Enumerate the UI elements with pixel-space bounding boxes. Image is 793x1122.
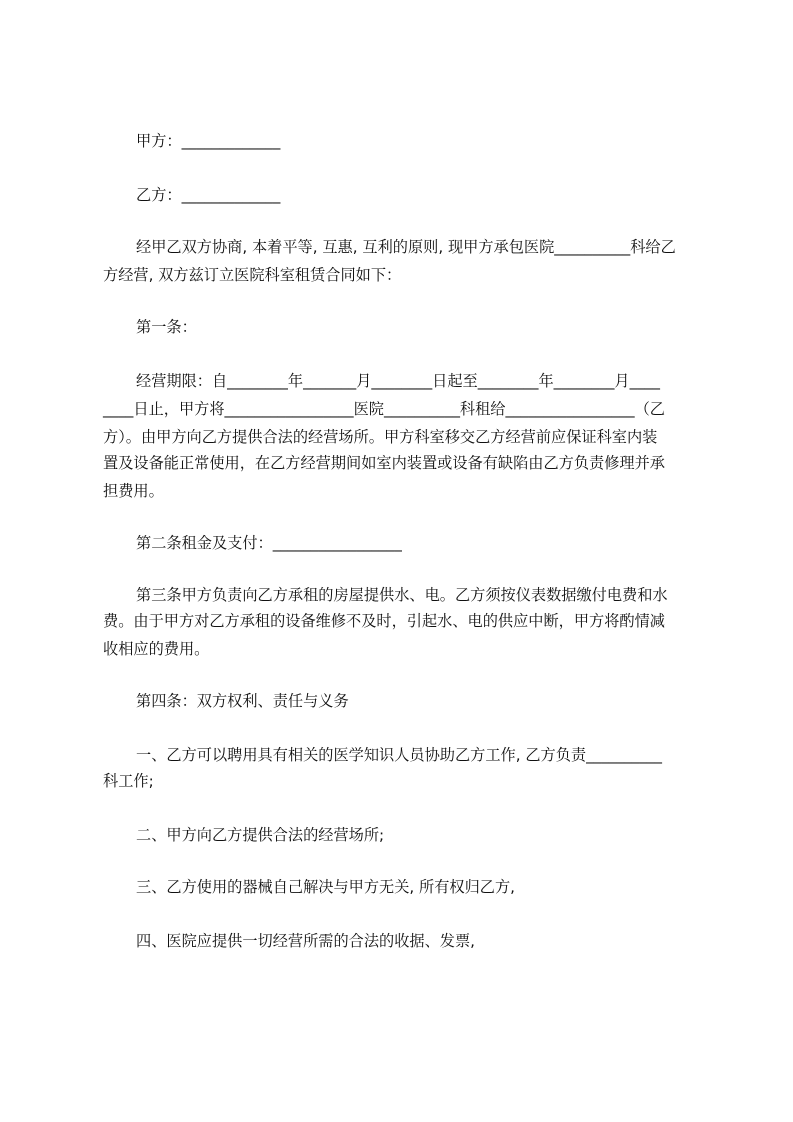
intro-line-1: 经甲乙双方协商, 本着平等, 互惠, 互利的原则, 现甲方承包医院__________科给乙 [136, 238, 676, 256]
article-1-line-1: 经营期限：自________年_______月________日起至________年________月____ [136, 372, 660, 390]
article-3-line-1: 第三条甲方负责向乙方承租的房屋提供水、电。乙方须按仪表数据缴付电费和水 [136, 586, 668, 604]
intro-line-2: 方经营, 双方兹订立医院科室租赁合同如下： [103, 266, 402, 284]
article-1-title: 第一条： [136, 318, 197, 336]
item-4-line: 四、医院应提供一切经营所需的合法的收据、发票, [136, 932, 475, 950]
article-1-line-2: ____日止，甲方将_________________医院__________科租给_________________（乙 [103, 400, 665, 418]
item-2-line: 二、甲方向乙方提供合法的经营场所; [136, 826, 385, 844]
article-1-line-3: 方）。由甲方向乙方提供合法的经营场所。甲方科室移交乙方经营前应保证科室内装 [103, 428, 658, 446]
party-b-line: 乙方：_____________ [136, 186, 281, 204]
article-4-title: 第四条：双方权利、责任与义务 [136, 692, 349, 710]
article-2-line: 第二条租金及支付：_________________ [136, 534, 402, 552]
item-1-line-1: 一、乙方可以聘用具有相关的医学知识人员协助乙方工作, 乙方负责__________ [136, 746, 663, 764]
article-1-line-4: 置及设备能正常使用，在乙方经营期间如室内装置或设备有缺陷由乙方负责修理并承 [103, 454, 665, 472]
party-a-line: 甲方：_____________ [136, 132, 281, 150]
article-1-line-5: 担费用。 [103, 482, 164, 500]
article-3-line-2: 费。由于甲方对乙方承租的设备维修不及时，引起水、电的供应中断，甲方将酌情减 [103, 612, 665, 630]
article-3-line-3: 收相应的费用。 [103, 640, 210, 658]
item-1-line-2: 科工作; [103, 772, 154, 790]
item-3-line: 三、乙方使用的器械自己解决与甲方无关, 所有权归乙方, [136, 878, 515, 896]
